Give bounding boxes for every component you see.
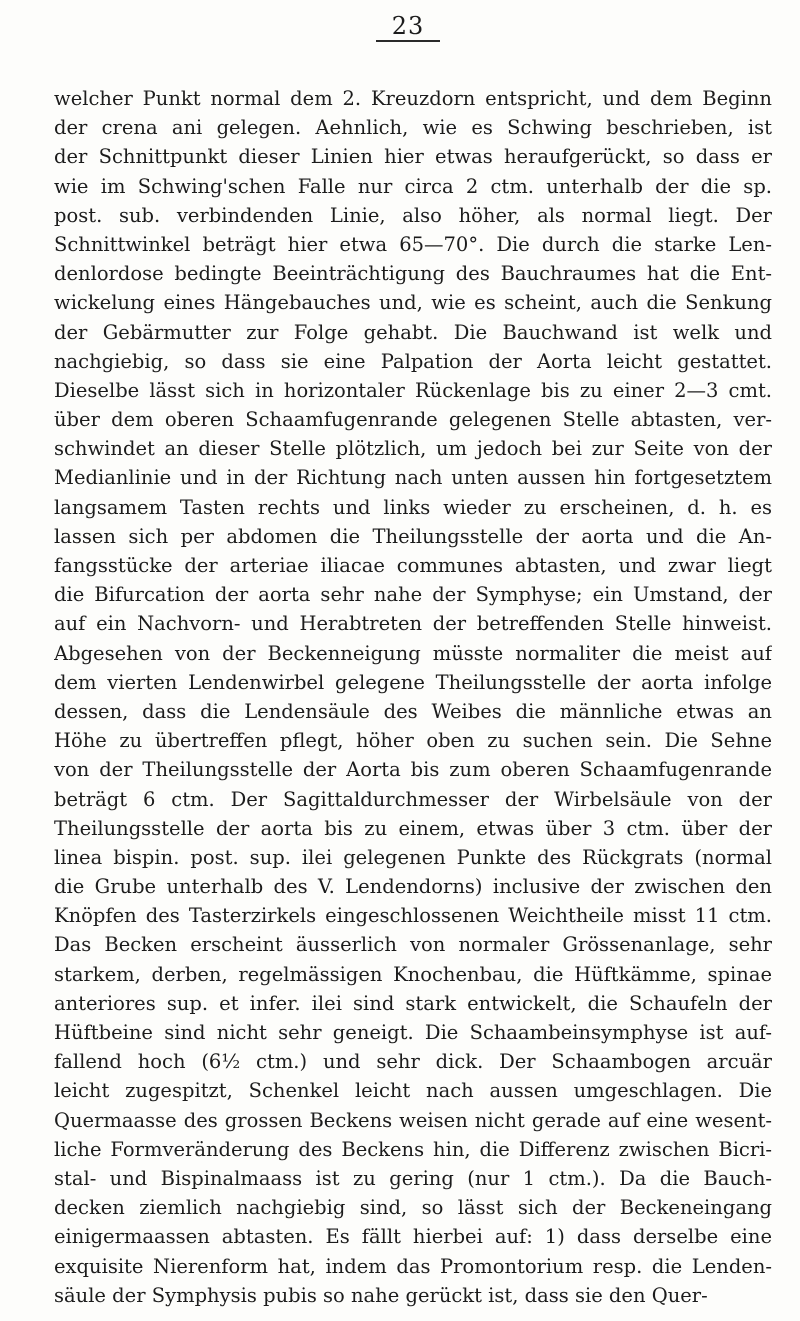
text-line: decken ziemlich nachgiebig sind, so lässt sich der Beckeneingang — [54, 1196, 772, 1220]
text-line: die Bifurcation der aorta sehr nahe der Symphyse; ein Umstand, der — [54, 583, 772, 607]
text-line: über dem oberen Schaamfugenrande gelegenen Stelle abtasten, ver- — [54, 408, 772, 432]
text-line: exquisite Nierenform hat, indem das Promontorium resp. die Lenden- — [54, 1254, 772, 1278]
text-line: liche Formveränderung des Beckens hin, die Differenz zwischen Bicri- — [54, 1137, 772, 1161]
text-line: wickelung eines Hängebauches und, wie es scheint, auch die Senkung — [54, 291, 772, 315]
text-line: Theilungsstelle der aorta bis zu einem, etwas über 3 ctm. über der — [54, 816, 772, 840]
text-line: einigermaassen abtasten. Es fällt hierbei auf: 1) dass derselbe eine — [54, 1225, 772, 1249]
text-line: fangsstücke der arteriae iliacae communes abtasten, und zwar liegt — [54, 554, 772, 577]
text-line: Abgesehen von der Beckenneigung müsste normaliter die meist auf — [54, 641, 772, 665]
text-line: beträgt 6 ctm. Der Sagittaldurchmesser der Wirbelsäule von der — [54, 787, 772, 811]
text-line: dem vierten Lendenwirbel gelegene Theilungsstelle der aorta infolge — [54, 670, 772, 694]
text-line: Medianlinie und in der Richtung nach unten aussen hin fortgesetztem — [54, 466, 772, 490]
text-line: Hüftbeine sind nicht sehr geneigt. Die Schaambeinsymphyse ist auf- — [54, 1021, 772, 1044]
text-line: starkem, derben, regelmässigen Knochenbau, die Hüftkämme, spinae — [54, 962, 772, 986]
text-line: linea bispin. post. sup. ilei gelegenen Punkte des Rückgrats (normal — [54, 845, 772, 869]
text-line: nachgiebig, so dass sie eine Palpation der Aorta leicht gestattet. — [54, 349, 772, 373]
text-line: Dieselbe lässt sich in horizontaler Rückenlage bis zu einer 2—3 cmt. — [54, 378, 772, 402]
text-line: welcher Punkt normal dem 2. Kreuzdorn entspricht, und dem Beginn — [54, 87, 772, 110]
page-number-underline — [376, 40, 440, 42]
text-line: stal- und Bispinalmaass ist zu gering (nur 1 ctm.). Da die Bauch- — [54, 1166, 772, 1190]
text-line: säule der Symphysis pubis so nahe gerückt ist, dass sie den Quer- — [54, 1283, 708, 1307]
text-line: der Schnittpunkt dieser Linien hier etwas heraufgerückt, so dass er — [54, 145, 772, 169]
text-line: leicht zugespitzt, Schenkel leicht nach aussen umgeschlagen. Die — [54, 1079, 772, 1103]
text-line: die Grube unterhalb des V. Lendendorns) inclusive der zwischen den — [54, 875, 772, 899]
text-line: von der Theilungsstelle der Aorta bis zum oberen Schaamfugenrande — [54, 758, 772, 782]
text-line: Das Becken erscheint äusserlich von normaler Grössenanlage, sehr — [54, 933, 772, 957]
text-line: dessen, dass die Lendensäule des Weibes die männliche etwas an — [54, 699, 772, 723]
text-line: post. sub. verbindenden Linie, also höher, als normal liegt. Der — [54, 203, 772, 227]
text-line: Schnittwinkel beträgt hier etwa 65—70°. Die durch die starke Len- — [54, 232, 772, 256]
text-line: der crena ani gelegen. Aehnlich, wie es Schwing beschrieben, ist — [54, 116, 772, 140]
text-line: Quermaasse des grossen Beckens weisen nicht gerade auf eine wesent- — [54, 1108, 772, 1132]
text-line: Knöpfen des Tasterzirkels eingeschlossenen Weichtheile misst 11 ctm. — [54, 904, 772, 928]
text-line: langsamem Tasten rechts und links wieder zu erscheinen, d. h. es — [54, 495, 772, 519]
text-line: Höhe zu übertreffen pflegt, höher oben zu suchen sein. Die Sehne — [54, 729, 772, 753]
text-line: auf ein Nachvorn- und Herabtreten der betreffenden Stelle hinweist. — [54, 612, 772, 636]
text-line: schwindet an dieser Stelle plötzlich, um jedoch bei zur Seite von der — [54, 437, 772, 461]
text-line: wie im Schwing'schen Falle nur circa 2 ctm. unterhalb der die sp. — [54, 174, 772, 198]
text-line: denlordose bedingte Beeinträchtigung des Bauchraumes hat die Ent- — [54, 262, 772, 286]
text-line: anteriores sup. et infer. ilei sind stark entwickelt, die Schaufeln der — [54, 991, 772, 1015]
text-line: lassen sich per abdomen die Theilungsstelle der aorta und die An- — [54, 524, 772, 548]
page-number: 23 — [391, 12, 425, 40]
text-line: fallend hoch (6½ ctm.) und sehr dick. Der Schaambogen arcuär — [54, 1050, 772, 1074]
body-text — [54, 84, 772, 1310]
text-line: der Gebärmutter zur Folge gehabt. Die Bauchwand ist welk und — [54, 320, 772, 344]
